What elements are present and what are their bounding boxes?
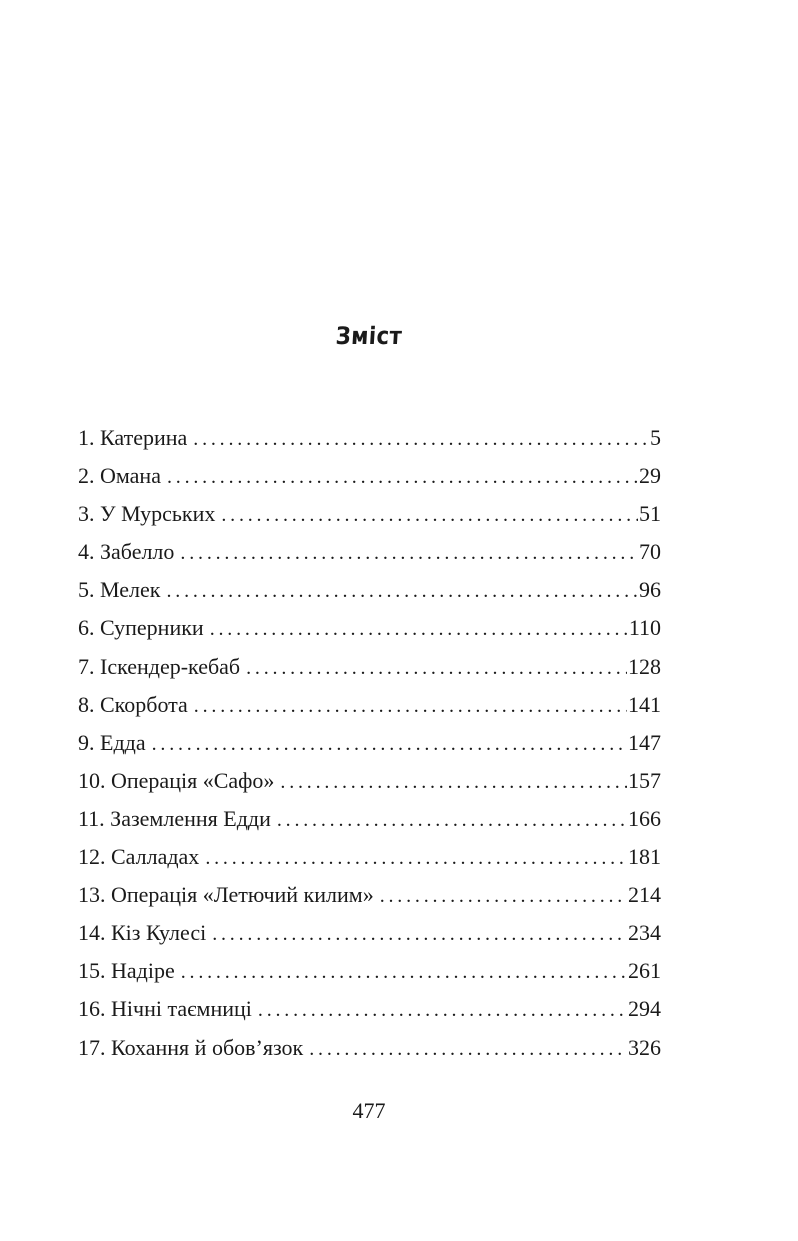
toc-entry <box>78 881 661 919</box>
toc-entry-page: 141 <box>628 691 661 717</box>
toc-entry-title: 8. Скорбота <box>78 691 188 717</box>
toc-entry <box>78 805 661 843</box>
toc-entry <box>78 462 661 500</box>
toc-entry-page: 261 <box>628 958 661 984</box>
dot-leader <box>152 730 627 758</box>
toc-entry-title: 9. Едда <box>78 729 146 755</box>
dot-leader <box>210 615 628 643</box>
dot-leader <box>193 425 649 453</box>
toc-entry-title: 4. Забелло <box>78 539 175 565</box>
dot-leader <box>167 463 638 491</box>
toc-entry <box>78 653 661 691</box>
toc-entry-page: 166 <box>628 805 661 831</box>
toc-entry-page: 294 <box>628 996 661 1022</box>
toc-entry <box>78 995 661 1033</box>
toc-entry <box>78 957 661 995</box>
toc-entry-page: 110 <box>628 615 661 641</box>
dot-leader <box>258 996 627 1024</box>
toc-entry-title: 1. Катерина <box>78 425 188 450</box>
page-title: Зміст <box>334 322 404 350</box>
dot-leader <box>205 844 627 872</box>
toc-entry <box>78 729 661 767</box>
dot-leader <box>221 501 638 529</box>
toc-entry-title: 16. Нічні таємниці <box>78 996 252 1022</box>
toc-entry-title: 5. Мелек <box>78 577 161 603</box>
toc-entry <box>78 1034 661 1072</box>
toc-entry-title: 2. Омана <box>78 463 161 489</box>
dot-leader <box>181 958 627 986</box>
page-number: 477 <box>352 1098 386 1123</box>
dot-leader <box>309 1035 627 1063</box>
toc-entry <box>78 691 661 729</box>
toc-entry <box>78 576 661 614</box>
toc-entry <box>78 767 661 805</box>
dot-leader <box>280 768 627 796</box>
toc-entry-title: 17. Кохання й обов’язок <box>78 1034 304 1060</box>
toc-entry-title: 7. Іскендер-кебаб <box>78 653 241 679</box>
toc-entry-title: 13. Операція «Летючий килим» <box>78 882 374 908</box>
toc-entry-page: 5 <box>650 425 661 450</box>
toc-entry-title: 11. Заземлення Едди <box>78 805 271 831</box>
toc-entry-page: 51 <box>639 501 661 527</box>
toc-entry <box>78 614 661 652</box>
toc-entry-page: 157 <box>628 767 661 793</box>
toc-entry-title: 10. Операція «Сафо» <box>78 767 275 793</box>
toc-entry-page: 234 <box>628 920 661 946</box>
toc-entry <box>78 500 661 538</box>
dot-leader <box>277 806 627 834</box>
toc-entry <box>78 919 661 957</box>
toc-entry-page: 147 <box>628 729 661 755</box>
toc-entry-title: 6. Суперники <box>78 615 204 641</box>
toc-entry <box>78 424 661 462</box>
dot-leader <box>246 654 627 682</box>
toc-entry-title: 15. Надіре <box>78 958 175 984</box>
toc-entry-page: 96 <box>639 577 661 603</box>
toc-entry <box>78 538 661 576</box>
toc-entry-page: 326 <box>628 1034 661 1060</box>
dot-leader <box>194 692 627 720</box>
toc-entry-page: 70 <box>639 539 661 565</box>
toc-entry-title: 14. Кіз Кулесі <box>78 920 207 946</box>
toc-entry-page: 214 <box>628 882 661 908</box>
toc-entry <box>78 843 661 881</box>
dot-leader <box>180 539 638 567</box>
toc-entry-page: 128 <box>628 653 661 679</box>
toc-entry-page: 181 <box>628 844 661 870</box>
toc-entry-title: 3. У Мурських <box>78 501 216 527</box>
table-of-contents <box>78 424 661 1072</box>
dot-leader <box>166 577 638 605</box>
dot-leader <box>380 882 627 910</box>
toc-entry-title: 12. Салладах <box>78 844 200 870</box>
toc-entry-page: 29 <box>639 463 661 489</box>
dot-leader <box>212 920 627 948</box>
